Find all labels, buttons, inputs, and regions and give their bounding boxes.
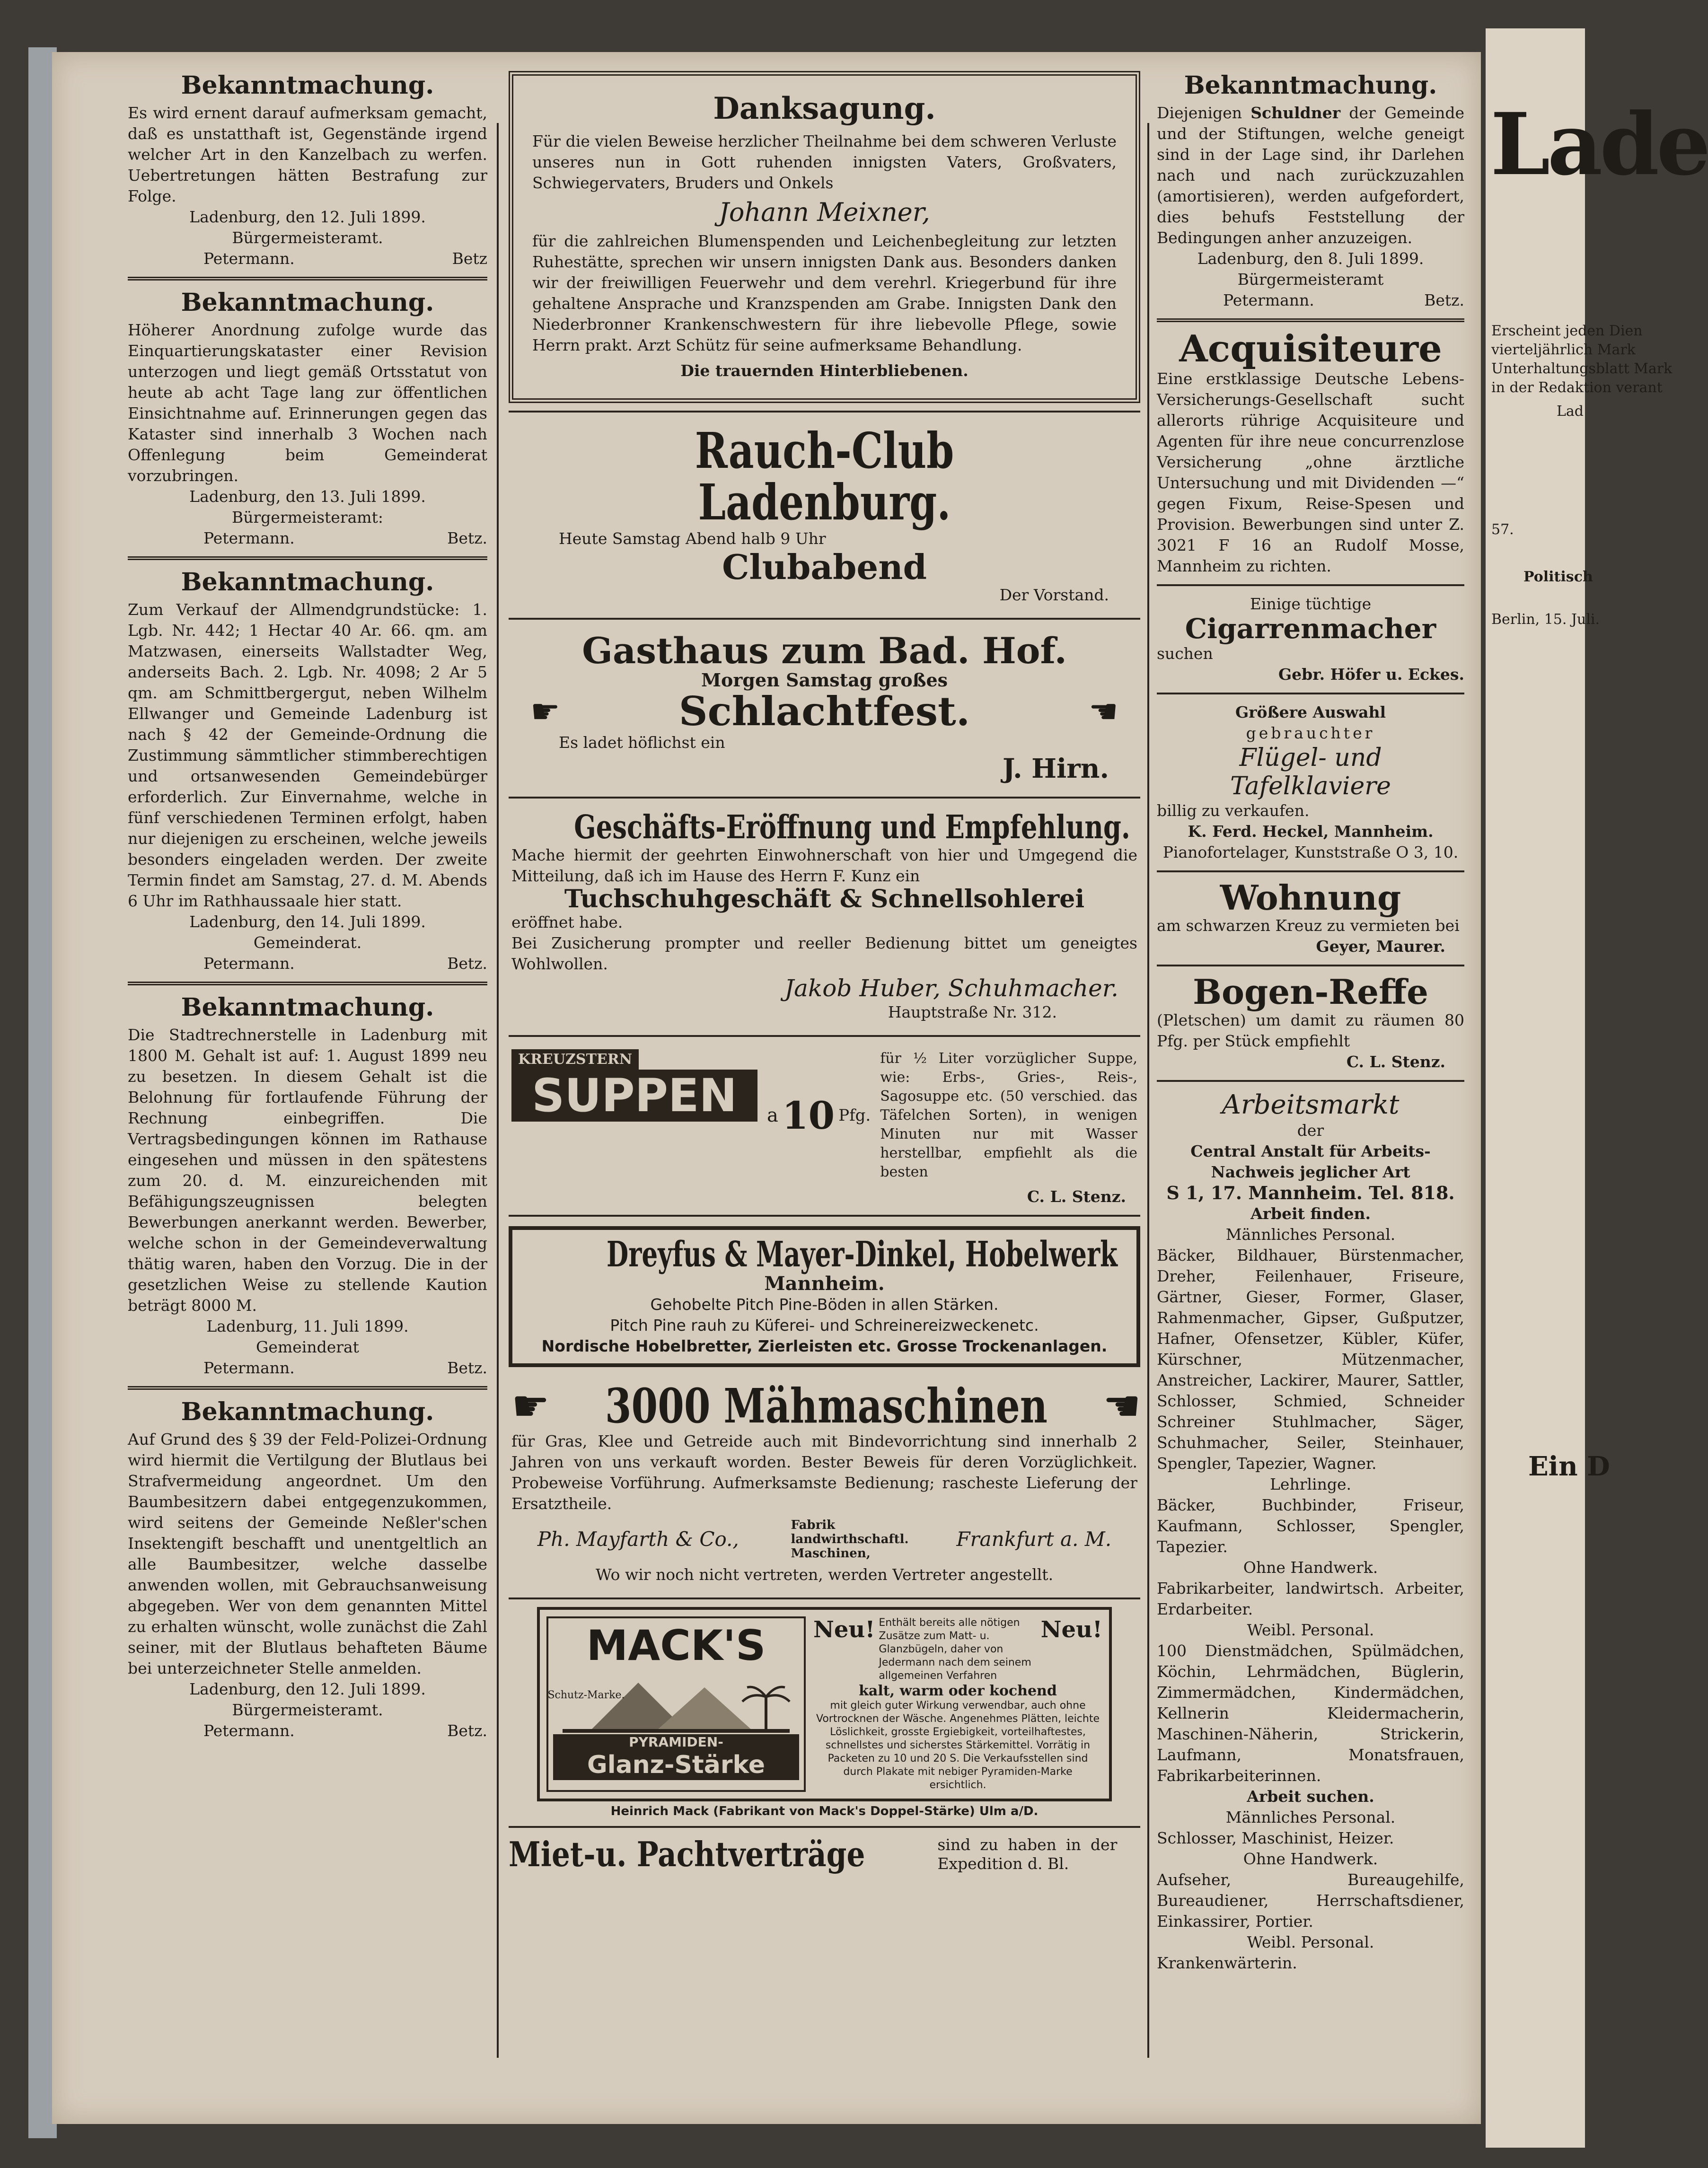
arbeitsmarkt-h2: Arbeit suchen. xyxy=(1247,1787,1374,1806)
notice-1 xyxy=(128,71,487,269)
macks-text2: mit gleich guter Wirkung verwendbar, auch ohne Vortrocknen der Wäsche. Angenehmes Plätten, leichte Löslichkeit, grosste Ergiebigkeit, vorteilhaftestes, schnellstes und sicherstes Stärkemittel. Vorrätig in Packeten zu 10 und 20 S. Die Verkaufsstellen sind durch Plakate mit nebiger Pyramiden-Marke ersichtlich. xyxy=(816,1699,1100,1791)
divider xyxy=(509,1035,1140,1037)
gasthaus-event: Schlachtfest. xyxy=(678,687,970,735)
notice-date: Ladenburg, den 12. Juli 1899. xyxy=(189,208,426,226)
divider xyxy=(128,556,487,560)
danksagung-title: Danksagung. xyxy=(713,91,936,126)
wohnung-title: Wohnung xyxy=(1220,877,1401,918)
column-3 xyxy=(1157,71,1464,1974)
schuldner-notice xyxy=(1157,71,1464,311)
pyramid-logo-icon xyxy=(563,1668,790,1735)
geschaeft-name: Jakob Huber, Schuhmacher. xyxy=(784,974,1118,1002)
gasthaus-sign: J. Hirn. xyxy=(1002,753,1109,785)
rauchclub-title: Rauch-Club Ladenburg. xyxy=(695,421,954,532)
miet-ad xyxy=(509,1835,1140,1873)
notice-abbr: Betz. xyxy=(1424,291,1464,309)
notice-title: Bekanntmachung. xyxy=(1184,71,1437,100)
macks-brand: MACK'S xyxy=(586,1621,766,1670)
notice-body-b: Schuldner xyxy=(1250,104,1341,122)
dreyfus-line2: Pitch Pine rauh zu Küferei- und Schreinereizweckenetc. xyxy=(610,1316,1039,1334)
dreyfus-city: Mannheim. xyxy=(764,1272,885,1295)
cigarren-firm: Gebr. Höfer u. Eckes. xyxy=(1278,665,1464,684)
geschaeft-address: Hauptstraße Nr. 312. xyxy=(888,1003,1057,1022)
notice-title: Bekanntmachung. xyxy=(181,568,434,597)
column-rule xyxy=(1147,123,1149,2058)
notice-signature: Petermann. xyxy=(203,954,295,973)
arbeitsmarkt-list6: Aufseher, Bureaugehilfe, Bureaudiener, Herrschaftsdiener, Einkassirer, Portier. xyxy=(1157,1870,1464,1931)
fluegel-title: Flügel- und Tafelklaviere xyxy=(1230,743,1391,800)
next-page-snippet: in der Redaktion verant xyxy=(1491,379,1663,396)
divider xyxy=(128,1386,487,1390)
divider xyxy=(509,797,1140,799)
geschaeft-title: Geschäfts-Eröffnung und Empfehlung. xyxy=(574,808,1130,847)
maehmaschinen-firm: Ph. Mayfarth & Co., xyxy=(537,1527,739,1551)
bohnen-ad xyxy=(1157,974,1464,1072)
next-page-snippet: Ein D xyxy=(1528,1451,1610,1482)
notice-date: Ladenburg, den 8. Juli 1899. xyxy=(1197,249,1424,268)
geschaeft-intro: Mache hiermit der geehrten Einwohnerschaft von hier und Umgegend die Mitteilung, daß ich im Hause des Herrn F. Kunz ein xyxy=(511,845,1137,885)
divider xyxy=(509,1215,1140,1217)
arbeitsmarkt-ad xyxy=(1157,1089,1464,1974)
notice-date: Ladenburg, den 13. Juli 1899. xyxy=(189,487,426,506)
notice-body: Zum Verkauf der Allmendgrundstücke: 1. Lgb. Nr. 442; 1 Hectar 40 Ar. 66. qm. am Matzwasen, einerseits Wallstadter Weg, anderseits Bach. 2. Lgb. Nr. 4098; 2 Ar 5 qm. am Schmittbergergut, neben Wilhelm Ellwanger und Gemeinde Ladenburg ist nach § 42 der Gemeinde-Ordnung die Zustimmung sämmtlicher stimmberechtigen und ortsanwesenden Gemeindebürger erforderlich. Zur Einvernahme, welche in fünf verschiedenen Terminen erfolgt, haben nur diejenigen zu erscheinen, welche jeweils besonders eingeladen werden. Der zweite Termin findet am Samstag, 27. d. M. Abends 6 Uhr im Rathhaussaale hier statt. xyxy=(128,600,487,910)
wohnung-body: am schwarzen Kreuz zu vermieten bei xyxy=(1157,916,1460,935)
divider xyxy=(1157,584,1464,586)
notice-title: Bekanntmachung. xyxy=(181,71,434,100)
suppen-unit: Pfg. xyxy=(838,1106,871,1125)
geschaeft-ad xyxy=(509,806,1140,1027)
divider xyxy=(1157,870,1464,872)
suppen-price: 10 xyxy=(782,1093,835,1138)
maehmaschinen-footer: Wo wir noch nicht vertreten, werden Vertreter angestellt. xyxy=(595,1565,1054,1584)
fluegel-ad xyxy=(1157,702,1464,863)
arbeitsmarkt-h1: Arbeit finden. xyxy=(1250,1204,1371,1223)
wohnung-ad xyxy=(1157,877,1464,957)
arbeitsmarkt-sub3: Nachweis jeglicher Art xyxy=(1211,1162,1410,1181)
notice-office: Bürgermeisteramt. xyxy=(232,1701,383,1719)
geschaeft-opened: eröffnet habe. xyxy=(511,913,623,932)
notice-date: Ladenburg, den 14. Juli 1899. xyxy=(189,913,426,931)
danksagung-intro: Für die vielen Beweise herzlicher Theilnahme bei dem schweren Verluste unseres nun in Gott ruhenden innigsten Vaters, Großvaters, Schwiegervaters, Bruders und Onkels xyxy=(532,132,1117,193)
suppen-price-prefix: a xyxy=(767,1105,778,1127)
arbeitsmarkt-h1c: Ohne Handwerk. xyxy=(1243,1558,1378,1577)
notice-signature: Petermann. xyxy=(203,1359,295,1377)
arbeitsmarkt-h2c: Weibl. Personal. xyxy=(1247,1932,1374,1951)
notice-office: Gemeinderat. xyxy=(253,933,362,952)
cigarren-ad xyxy=(1157,594,1464,685)
macks-badge: Schutz-Marke. xyxy=(547,1689,625,1701)
rauchclub-sign: Der Vorstand. xyxy=(999,586,1109,605)
geschaeft-body: Bei Zusicherung prompter und reeller Bedienung bittet um geneigtes Wohlwollen. xyxy=(511,934,1137,974)
fluegel-sale: billig zu verkaufen. xyxy=(1157,801,1310,820)
notice-signature: Petermann. xyxy=(1223,291,1314,309)
next-page-snippet: Lad xyxy=(1557,403,1584,420)
notice-signature: Petermann. xyxy=(203,529,295,547)
gasthaus-ad xyxy=(509,627,1140,789)
maehmaschinen-body: für Gras, Klee und Getreide auch mit Bindevorrichtung sind innerhalb 2 Jahren von uns verkauft worden. Bester Beweis für deren Vorzüglichkeit. Probeweise Vorführung. Aufmerksamste Bedienung; raschestе Lieferung der Ersatztheile. xyxy=(511,1431,1137,1513)
notice-office: Bürgermeisteramt: xyxy=(232,508,383,527)
danksagung-name: Johann Meixner, xyxy=(719,197,930,228)
pointing-hand-left-icon: ☛ xyxy=(1102,1381,1141,1431)
divider xyxy=(128,277,487,281)
fluegel-firm: K. Ferd. Heckel, Mannheim. xyxy=(1188,822,1434,841)
divider xyxy=(1157,318,1464,322)
notice-abbr: Betz. xyxy=(447,954,487,973)
rauchclub-line: Heute Samstag Abend halb 9 Uhr xyxy=(559,529,826,548)
suppen-sign: C. L. Stenz. xyxy=(1027,1187,1126,1206)
notice-body: Die Stadtrechnerstelle in Ladenburg mit 1800 M. Gehalt ist auf: 1. August 1899 neu zu besetzen. In diesem Gehalt ist die Belohnung für fortlaufende Führung der Rechnung einbegriffen. Die Vertragsbedingungen können im Rathause eingesehen und müssen in den spätestens zum 20. d. M. einzureichenden mit Befähigungszeugnissen belegten Bewerbungen anerkannt werden. Bewerber, welche schon in der Gemeindeverwaltung thätig waren, haben den Vorzug. Die in der gesetzlichen Weise zu stellende Kaution beträgt 8000 M. xyxy=(128,1026,487,1315)
pointing-hand-right-icon: ☛ xyxy=(511,1381,550,1431)
maehmaschinen-title: 3000 Mähmaschinen xyxy=(605,1378,1048,1434)
notice-body: Auf Grund des § 39 der Feld-Polizei-Ordnung wird hiermit die Vertilgung der Blutlaus bei Strafvermeidung angeordnet. Um den Baumbesitzern dabei entgegenzukommen, wird seitens der Gemeinde Neßler'schen Insektengift beschafft und unentgeltlich an alle Baumbesitzer, welche dasselbe anwenden wollen, mit Gebrauchsanweisung abgegeben. Wer von dem genannten Mittel zu erhalten wünscht, wolle zunächst die Zahl seiner, mit der Blutlaus behafteten Bäume bei unterzeichneter Stelle anmelden. xyxy=(128,1430,487,1677)
arbeitsmarkt-h1b: Lehrlinge. xyxy=(1270,1475,1351,1493)
arbeitsmarkt-list5: Schlosser, Maschinist, Heizer. xyxy=(1157,1828,1394,1847)
next-page-snippet: 57. xyxy=(1491,521,1514,538)
maehmaschinen-firm-sub: Fabrik landwirthschaftl. Maschinen, xyxy=(791,1518,909,1561)
danksagung-ad xyxy=(509,71,1140,403)
cigarren-title: Cigarrenmacher xyxy=(1185,612,1436,645)
dreyfus-line1: Gehobelte Pitch Pine-Böden in allen Stärken. xyxy=(650,1295,999,1314)
dreyfus-ad xyxy=(509,1226,1140,1367)
notice-abbr: Betz. xyxy=(447,1359,487,1377)
pointing-hand-right-icon: ☛ xyxy=(530,692,560,731)
notice-title: Bekanntmachung. xyxy=(181,993,434,1022)
next-page-snippet: Politisch xyxy=(1523,569,1593,585)
notice-title: Bekanntmachung. xyxy=(181,288,434,317)
cigarren-pre: Einige tüchtige xyxy=(1250,594,1372,613)
bohnen-title: Bogen-Reffe xyxy=(1193,972,1428,1012)
arbeitsmarkt-sub1: der xyxy=(1297,1121,1324,1140)
fluegel-pre2: gebrauchter xyxy=(1246,723,1375,742)
notice-abbr: Betz. xyxy=(447,529,487,547)
pointing-hand-left-icon: ☛ xyxy=(1089,692,1118,731)
next-page-snippet: Berlin, 15. Juli. xyxy=(1491,611,1600,628)
dreyfus-title: Dreyfus & Mayer-Dinkel, Hobelwerk xyxy=(607,1234,1118,1275)
maehmaschinen-city: Frankfurt a. M. xyxy=(956,1527,1112,1551)
divider xyxy=(509,618,1140,620)
macks-product: Glanz-Stärke xyxy=(553,1750,799,1780)
gasthaus-invite: Es ladet höflichst ein xyxy=(559,733,725,752)
arbeitsmarkt-h1d: Weibl. Personal. xyxy=(1247,1620,1374,1639)
next-page-snippet: Unterhaltungsblatt Mark xyxy=(1491,360,1673,377)
arbeitsmarkt-h2a: Männliches Personal. xyxy=(1225,1808,1396,1826)
bohnen-sign: C. L. Stenz. xyxy=(1346,1052,1445,1071)
arbeitsmarkt-addr: S 1, 17. Mannheim. Tel. 818. xyxy=(1166,1182,1455,1203)
arbeitsmarkt-list1: Bäcker, Bildhauer, Bürstenmacher, Dreher, Feilenhauer, Friseure, Gärtner, Gieser, Former, Glaser, Rahmenmacher, Gipser, Gußputzer, Hafner, Ofensetzer, Kübler, Küfer, Kürschner, Mützenmacher, Anstreicher, Lackirer, Maurer, Sattler, Schlosser, Schmied, Schneider Schreiner Stuhlmacher, Säger, Schuhmacher, Seiler, Steinhauer, Spengler, Tapezier, Wagner. xyxy=(1157,1246,1464,1473)
gasthaus-title: Gasthaus zum Bad. Hof. xyxy=(582,630,1067,672)
macks-neu-right: Neu! xyxy=(1040,1616,1102,1643)
notice-body: Höherer Anordnung zufolge wurde das Einquartierungskataster einer Revision unterzogen und liegt gemäß Ortsstatut von heute ab acht Tage lang zur öffentlichen Einsichtnahme auf. Erinnerungen gegen das Kataster sind innerhalb 3 Wochen nach Offenlegung beim Gemeinderat vorzubringen. xyxy=(128,321,487,485)
next-page-snippet: Erscheint jeden Dien xyxy=(1491,323,1643,339)
divider xyxy=(509,1826,1140,1828)
notice-title: Bekanntmachung. xyxy=(181,1397,434,1426)
arbeitsmarkt-h2b: Ohne Handwerk. xyxy=(1243,1849,1378,1868)
suppen-ad xyxy=(509,1045,1140,1186)
macks-footer: Heinrich Mack (Fabrikant von Mack's Doppel-Stärke) Ulm a/D. xyxy=(610,1804,1039,1818)
notice-signature: Petermann. xyxy=(203,249,295,268)
rauchclub-event: Clubabend xyxy=(722,546,927,587)
notice-office: Gemeinderat xyxy=(256,1338,359,1356)
next-page-masthead: Lade xyxy=(1490,95,1708,194)
notice-signature: Petermann. xyxy=(203,1721,295,1740)
arbeitsmarkt-title: Arbeitsmarkt xyxy=(1222,1089,1400,1120)
column-2 xyxy=(509,71,1140,1873)
next-page-snippet: vierteljährlich Mark xyxy=(1491,342,1636,358)
column-1 xyxy=(128,71,487,1741)
notice-2 xyxy=(128,288,487,549)
notice-abbr: Betz. xyxy=(447,1721,487,1740)
arbeitsmarkt-list2: Bäcker, Buchbinder, Friseur, Kaufmann, Schlosser, Spengler, Tapezier. xyxy=(1157,1495,1464,1556)
notice-body-c: der Gemeinde und der Stiftungen, welche geneigt sind in der Lage sind, ihr Darlehen nach und nach zurückzuzahlen (amortisieren), werden aufgefordert, dies behufs Feststellung der Bedingungen anher anzuzeigen. xyxy=(1157,104,1464,247)
macks-neu: Neu! xyxy=(813,1616,875,1643)
arbeitsmarkt-list7: Krankenwärterin. xyxy=(1157,1953,1297,1972)
bohnen-body: (Pletschen) um damit zu räumen 80 Pfg. per Stück empfiehlt xyxy=(1157,1010,1464,1050)
acquisiteure-title: Acquisiteure xyxy=(1179,327,1442,370)
divider xyxy=(1157,693,1464,694)
macks-text: Enthält bereits alle nötigen Zusätze zum Matt- u. Glanzbügeln, daher von Jedermann nach dem seinem allgemeinen Verfahren xyxy=(879,1616,1031,1682)
miet-side: sind zu haben in der Expedition d. Bl. xyxy=(937,1835,1118,1873)
maehmaschinen-ad xyxy=(509,1377,1140,1590)
divider xyxy=(1157,1080,1464,1082)
notice-body: Es wird ernent darauf aufmerksam gemacht, daß es unstatthaft ist, Gegenstände irgend welcher Art in den Kanzelbach zu werfen. Uebertretungen hätten Bestrafung zur Folge. xyxy=(128,104,487,205)
suppen-text: für ½ Liter vorzüglicher Suppe, wie: Erbs-, Gries-, Reis-, Sagosuppe etc. (50 verschied. das Täfelchen Sorten), in wenigen Minuten nur mit Wasser herstellbar, empfiehlt als die besten xyxy=(880,1050,1137,1181)
suppen-brand-top: KREUZSTERN xyxy=(511,1049,639,1070)
notice-date: Ladenburg, 11. Juli 1899. xyxy=(206,1317,409,1335)
next-page-edge xyxy=(1486,28,1708,2148)
suppen-brand: SUPPEN xyxy=(511,1070,757,1122)
danksagung-body: für die zahlreichen Blumenspenden und Leichenbegleitung zur letzten Ruhestätte, sprechen wir unsern innigsten Dank aus. Besonders danken wir der freiwilligen Feuerwehr und dem verehrl. Kriegerbund für ihre gehaltene Ansprache und Kranzspenden am Grabe. Innigsten Dank den Niederbronner Krankenschwestern für ihre liebevolle Pflege, sowie Herrn prakt. Arzt Schütz für seine aufmerksame Behandlung. xyxy=(532,232,1117,355)
fluegel-pre: Größere Auswahl xyxy=(1235,702,1386,721)
notice-5 xyxy=(128,1397,487,1741)
arbeitsmarkt-h1a: Männliches Personal. xyxy=(1225,1225,1396,1244)
rauchclub-ad xyxy=(509,420,1140,610)
fluegel-addr: Pianofortelager, Kunststraße O 3, 10. xyxy=(1162,843,1459,861)
dreyfus-line3: Nordische Hobelbretter, Zierleisten etc. Grosse Trockenanlagen. xyxy=(541,1336,1108,1355)
divider xyxy=(509,411,1140,413)
column-rule xyxy=(497,123,499,2058)
notice-body-a: Diejenigen xyxy=(1157,104,1242,122)
cigarren-suchen: suchen xyxy=(1157,644,1213,663)
geschaeft-shop: Tuchschuhgeschäft & Schnellsohlerei xyxy=(564,884,1085,913)
divider xyxy=(509,1597,1140,1599)
notice-office: Bürgermeisteramt. xyxy=(232,228,383,247)
danksagung-closing: Die trauernden Hinterbliebenen. xyxy=(680,361,968,380)
gasthaus-sub: Morgen Samstag großes xyxy=(701,669,948,691)
arbeitsmarkt-sub2: Central Anstalt für Arbeits- xyxy=(1190,1141,1431,1160)
acquisiteure-ad xyxy=(1157,327,1464,577)
wohnung-name: Geyer, Maurer. xyxy=(1316,937,1445,956)
divider xyxy=(128,982,487,985)
divider xyxy=(1157,965,1464,966)
macks-pyr: PYRAMIDEN- xyxy=(553,1734,799,1750)
notice-date: Ladenburg, den 12. Juli 1899. xyxy=(189,1680,426,1698)
macks-kalt: kalt, warm oder kochend xyxy=(859,1682,1057,1699)
notice-abbr: Betz xyxy=(452,249,487,268)
notice-3 xyxy=(128,568,487,974)
arbeitsmarkt-list3: Fabrikarbeiter, landwirtsch. Arbeiter, Erdarbeiter. xyxy=(1157,1579,1464,1618)
macks-ad xyxy=(537,1607,1112,1801)
acquisiteure-body: Eine erstklassige Deutsche Lebens-Versicherungs-Gesellschaft sucht allerorts rührige Acquisiteure und Agenten für ihre neue concurrenzlose Versicherung „ohne ärztliche Untersuchung und mit Dividenden —“ gegen Fixum, Reise-Spesen und Provision. Bewerbungen sind unter Z. 3021 F 16 an Rudolf Mosse, Mannheim zu richten. xyxy=(1157,369,1464,575)
notice-office: Bürgermeisteramt xyxy=(1237,270,1384,289)
arbeitsmarkt-list4: 100 Dienstmädchen, Spülmädchen, Köchin, Lehrmädchen, Büglerin, Zimmermädchen, Kindermädchen, Kellnerin Kleidermacherin, Maschinen-Näherin, Strickerin, Laufmann, Monatsfrauen, Fabrikarbeiterinnen. xyxy=(1157,1641,1464,1785)
notice-4 xyxy=(128,993,487,1378)
miet-title: Miet-u. Pachtverträge xyxy=(509,1834,865,1875)
